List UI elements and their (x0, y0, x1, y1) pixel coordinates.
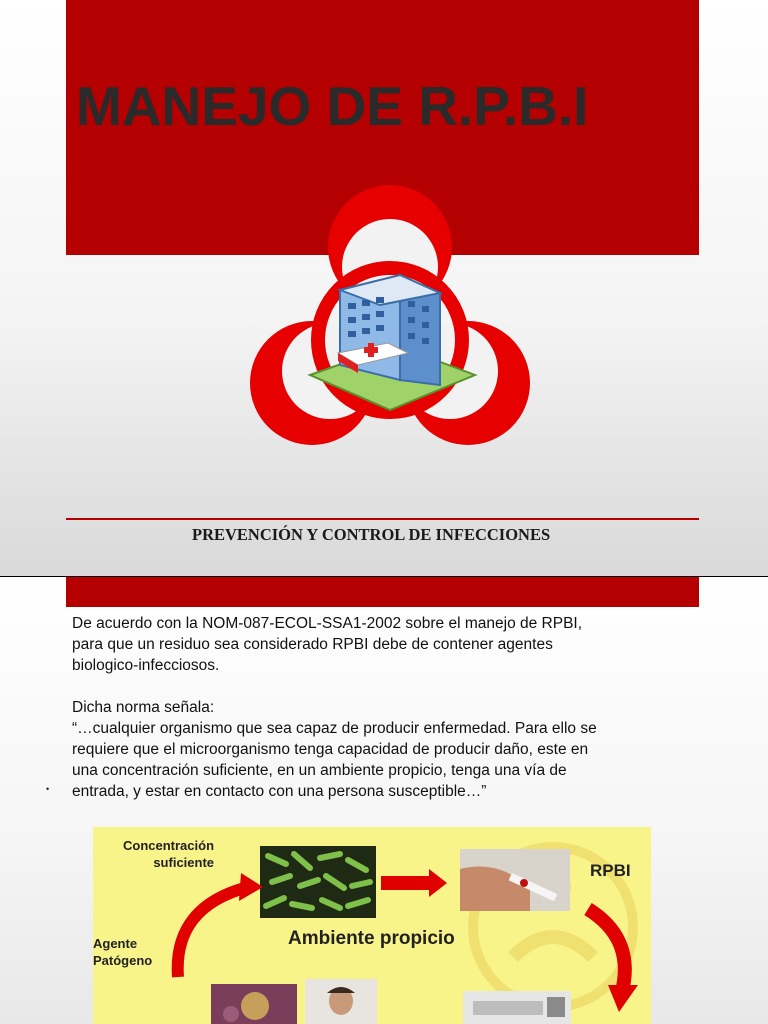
top-band (66, 577, 699, 607)
slide-subtitle: PREVENCIÓN Y CONTROL DE INFECCIONES (192, 525, 551, 544)
text-line: Dicha norma señala: (72, 699, 215, 716)
arrow-right-icon (381, 876, 429, 890)
slide-title: MANEJO DE R.P.B.I (76, 75, 589, 137)
text-line: biologico-infecciosos. (72, 657, 220, 674)
biohazard-hospital-icon (240, 175, 540, 475)
infection-chain-diagram (93, 827, 651, 1024)
text-line: para que un residuo sea considerado RPBI debe de contener agentes (72, 636, 553, 653)
label-concentration: Concentración suficiente (123, 838, 215, 870)
text-line: De acuerdo con la NOM-087-ECOL-SSA1-2002 sobre el manejo de RPBI, (72, 615, 583, 632)
label-center: Ambiente propicio (288, 928, 455, 949)
divider-line (66, 518, 699, 520)
quote-line: requiere que el microorganismo tenga capacidad de producir daño, este en (72, 741, 589, 758)
label-rpbi: RPBI (590, 861, 631, 880)
quote-line: una concentración suficiente, en un ambiente propicio, tenga una vía de (72, 762, 567, 779)
quote-line: entrada, y estar en contacto con una persona susceptible…” (72, 783, 487, 800)
content-slide (0, 577, 768, 1024)
arrow-down-icon (608, 985, 638, 1012)
quote-line: “…cualquier organismo que sea capaz de producir enfermedad. Para ello se (72, 720, 597, 737)
body-text (72, 613, 672, 802)
flow-arrows (93, 827, 651, 1024)
label-agent: Agente Patógeno (93, 936, 153, 968)
bullet: • (46, 784, 50, 794)
arrow-head-icon (239, 873, 263, 901)
